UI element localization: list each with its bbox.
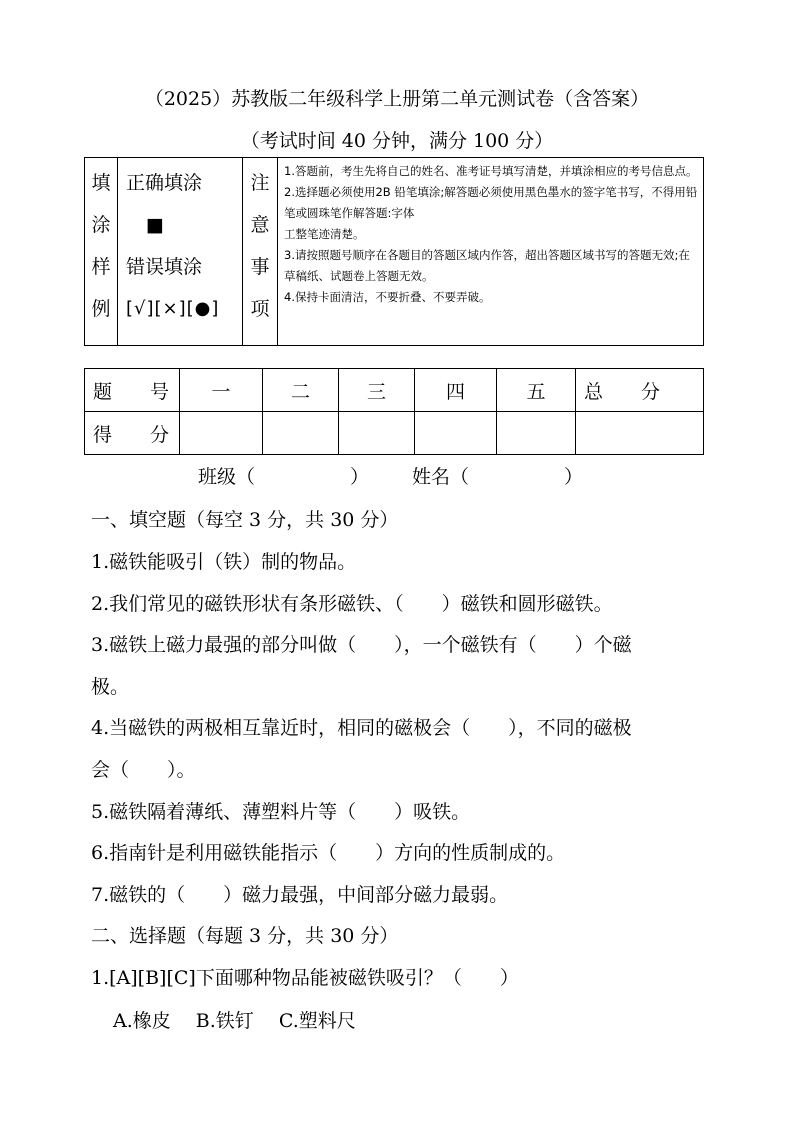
note-item: 工整笔迹清楚。 bbox=[284, 227, 365, 241]
score-cell[interactable] bbox=[180, 412, 263, 455]
fill-instructions-box bbox=[84, 157, 704, 346]
correct-fill-label: 正确填涂 bbox=[126, 172, 203, 194]
class-field[interactable]: 班级（ ） bbox=[198, 466, 370, 488]
question-number-label: 题 号 bbox=[85, 369, 180, 412]
question-line: 3.磁铁上磁力最强的部分叫做（ ），一个磁铁有（ ）个磁 bbox=[91, 634, 632, 656]
column-header: 三 bbox=[339, 369, 415, 412]
note-item: 2.选择题必须使用2B 铅笔填涂;解答题必须使用黑色墨水的签字笔书写，不得用铅笔或圆珠笔作解答题:字体 bbox=[284, 185, 698, 220]
document-title: （2025）苏教版二年级科学上册第二单元测试卷（含答案） bbox=[144, 88, 650, 110]
total-header: 总 分 bbox=[576, 369, 704, 412]
answer-options: A.橡皮 B.铁钉 C.塑料尺 bbox=[113, 1010, 356, 1032]
score-cell[interactable] bbox=[263, 412, 339, 455]
column-header: 四 bbox=[415, 369, 497, 412]
note-item: 4.保持卡面清洁，不要折叠、不要弄破。 bbox=[284, 290, 491, 304]
wrong-fill-label: 错误填涂 bbox=[126, 256, 203, 278]
score-label: 得 分 bbox=[85, 412, 180, 455]
name-field[interactable]: 姓名（ ） bbox=[412, 466, 584, 488]
column-header: 二 bbox=[263, 369, 339, 412]
correct-fill-mark: ■ bbox=[146, 214, 164, 236]
fill-example-label: 填 涂 样 例 bbox=[85, 158, 118, 346]
score-cell[interactable] bbox=[497, 412, 576, 455]
question-line: 会（ ）。 bbox=[91, 759, 196, 781]
score-cell[interactable] bbox=[415, 412, 497, 455]
question-line: 极。 bbox=[91, 676, 130, 698]
score-table bbox=[84, 368, 704, 455]
score-cell[interactable] bbox=[339, 412, 415, 455]
section-heading: 一、填空题（每空 3 分，共 30 分） bbox=[91, 509, 399, 531]
question-line: 6.指南针是利用磁铁能指示（ ）方向的性质制成的。 bbox=[91, 842, 566, 864]
question-line: 7.磁铁的（ ）磁力最强，中间部分磁力最弱。 bbox=[91, 884, 509, 906]
question-line: 4.当磁铁的两极相互靠近时，相同的磁极会（ ），不同的磁极 bbox=[91, 717, 632, 739]
score-cell[interactable] bbox=[576, 412, 704, 455]
column-header: 一 bbox=[180, 369, 263, 412]
question-line: 1.磁铁能吸引（铁）制的物品。 bbox=[91, 551, 357, 573]
question-line: 1.[A][B][C]下面哪种物品能被磁铁吸引？（ ） bbox=[91, 967, 519, 989]
exam-info: （考试时间 40 分钟，满分 100 分） bbox=[240, 130, 554, 152]
section-heading: 二、选择题（每题 3 分，共 30 分） bbox=[91, 925, 399, 947]
notes-label: 注 意 事 项 bbox=[243, 158, 278, 346]
fill-examples bbox=[118, 158, 243, 346]
note-item: 1.答题前，考生先将自己的姓名、准考证号填写清楚，并填涂相应的考号信息点。 bbox=[284, 164, 698, 178]
column-header: 五 bbox=[497, 369, 576, 412]
note-item: 3.请按照题号顺序在各题目的答题区域内作答，超出答题区域书写的答题无效;在草稿纸、试题卷上答题无效。 bbox=[284, 248, 690, 283]
notes-content bbox=[278, 158, 704, 346]
question-line: 2.我们常见的磁铁形状有条形磁铁、（ ）磁铁和圆形磁铁。 bbox=[91, 593, 613, 615]
wrong-fill-marks: [√][×][●] bbox=[126, 298, 220, 319]
question-line: 5.磁铁隔着薄纸、薄塑料片等（ ）吸铁。 bbox=[91, 801, 471, 823]
